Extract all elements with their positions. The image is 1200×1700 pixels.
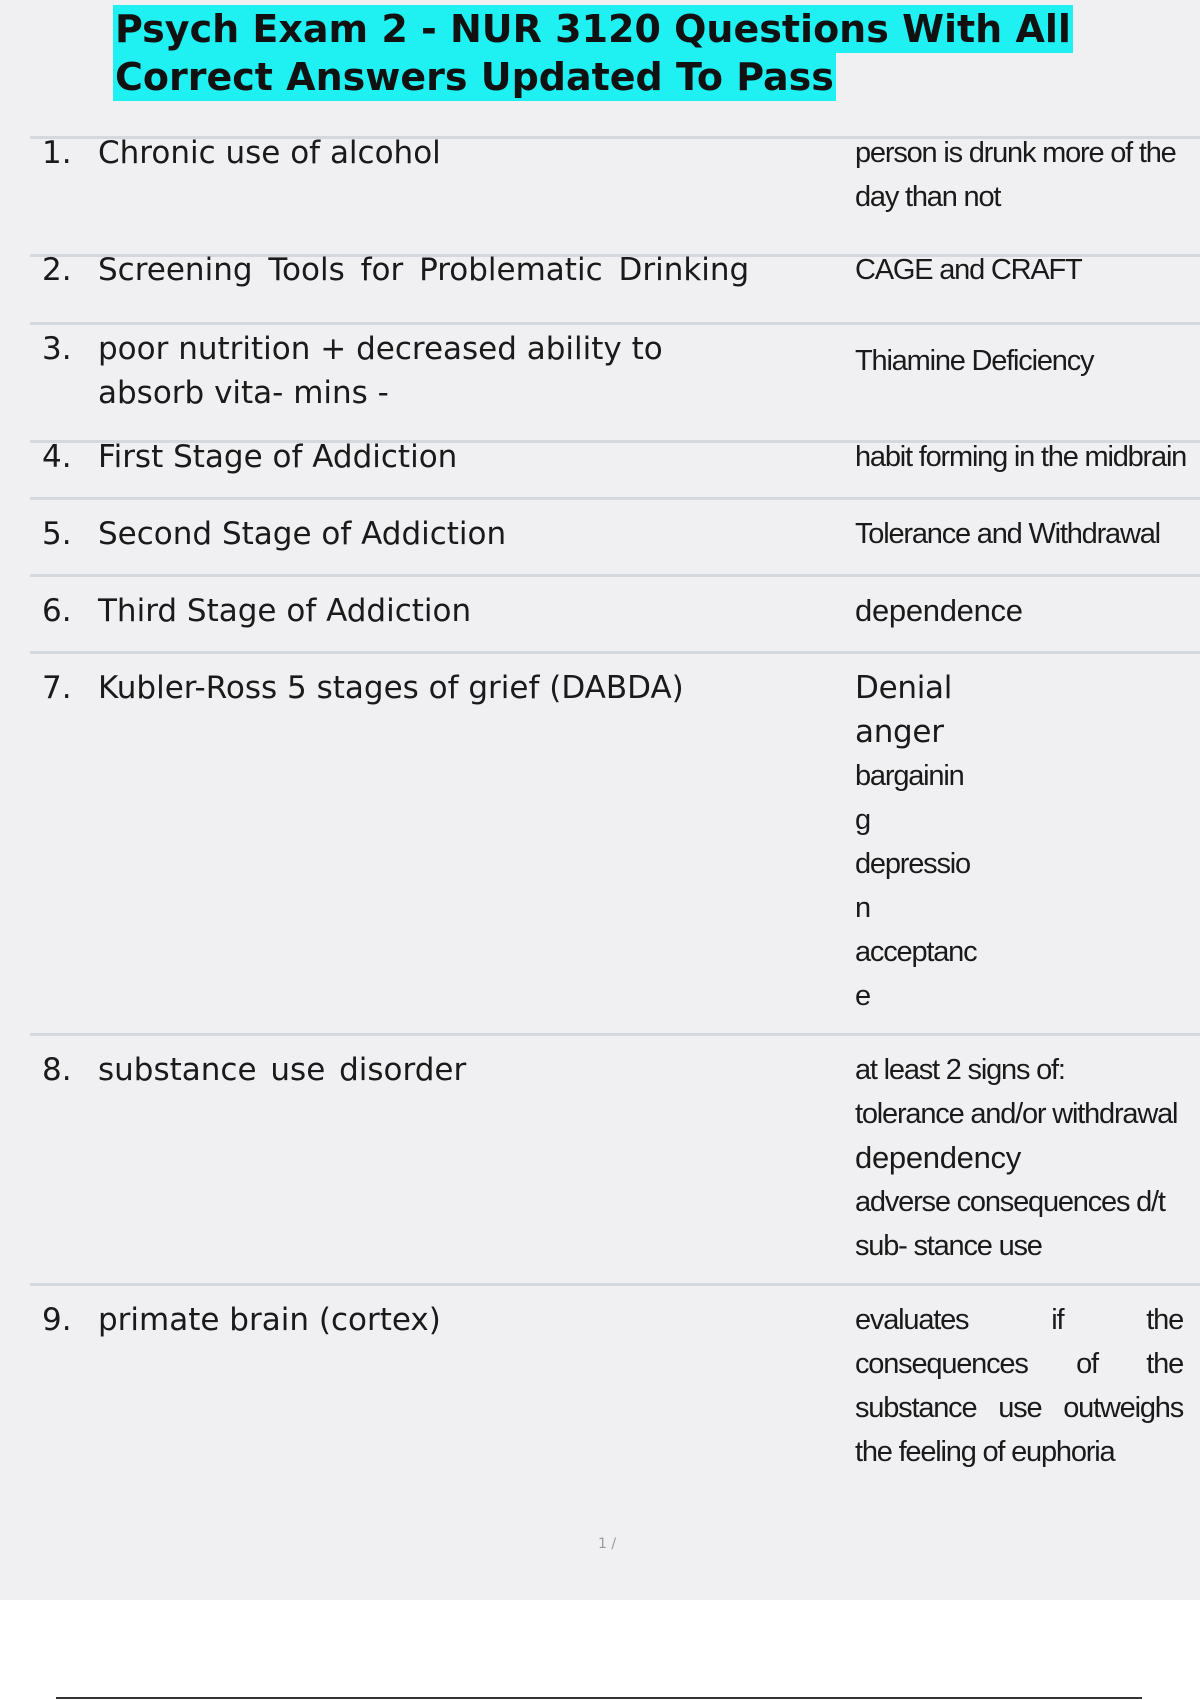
answer-line: e bbox=[855, 980, 870, 1012]
question-text: poor nutrition + decreased ability to absorb vita- mins - bbox=[98, 331, 663, 411]
question-text: primate brain (cortex) bbox=[98, 1302, 441, 1338]
answer-text bbox=[855, 339, 1185, 383]
answer-text bbox=[855, 435, 1185, 479]
answer-line: dependency bbox=[855, 1140, 1021, 1175]
qa-row-7 bbox=[30, 651, 1200, 1033]
answer-text bbox=[855, 589, 1185, 633]
qa-row-2 bbox=[30, 254, 1200, 322]
item-number: 3. bbox=[42, 331, 72, 367]
answer-line: anger bbox=[855, 714, 944, 750]
answer-line: Denial bbox=[855, 670, 953, 706]
answer-text bbox=[855, 512, 1185, 556]
title-line-1: Psych Exam 2 - NUR 3120 Questions With All bbox=[115, 7, 1071, 51]
answer-text bbox=[855, 1048, 1185, 1268]
question-answer-list bbox=[30, 136, 1200, 1483]
answer-line: n bbox=[855, 892, 870, 924]
question-text: Third Stage of Addiction bbox=[98, 593, 472, 629]
question-text: substance use disorder bbox=[98, 1052, 467, 1088]
answer-line: CAGE and CRAFT bbox=[855, 254, 1082, 286]
question-text: Chronic use of alcohol bbox=[98, 135, 441, 171]
qa-row-6 bbox=[30, 574, 1200, 651]
qa-row-8 bbox=[30, 1033, 1200, 1283]
qa-row-3 bbox=[30, 322, 1200, 440]
question-text: Second Stage of Addiction bbox=[98, 516, 507, 552]
answer-line: day than not bbox=[855, 181, 1001, 213]
answer-line: tolerance and/or withdrawal bbox=[855, 1098, 1178, 1130]
item-number: 9. bbox=[42, 1302, 72, 1338]
answer-line: depressio bbox=[855, 848, 970, 880]
item-number: 7. bbox=[42, 670, 72, 706]
item-number: 4. bbox=[42, 439, 72, 475]
answer-line: Thiamine Deficiency bbox=[855, 345, 1094, 377]
page-number: 1 / bbox=[598, 1536, 617, 1552]
answer-line: bargainin bbox=[855, 760, 964, 792]
qa-row-4 bbox=[30, 440, 1200, 497]
answer-line: acceptanc bbox=[855, 936, 977, 968]
document-title bbox=[113, 5, 1113, 101]
answer-line: g bbox=[855, 804, 870, 836]
answer-line: dependence bbox=[855, 593, 1023, 628]
answer-line: adverse consequences d/t bbox=[855, 1186, 1165, 1218]
answer-line: habit forming in the midbrain bbox=[855, 441, 1187, 473]
qa-row-5 bbox=[30, 497, 1200, 574]
answer-text bbox=[855, 131, 1185, 219]
answer-line: at least 2 signs of: bbox=[855, 1054, 1065, 1086]
question-text: Screening Tools for Problematic Drinking bbox=[98, 252, 750, 288]
answer-line: Tolerance and Withdrawal bbox=[855, 518, 1160, 550]
item-number: 5. bbox=[42, 516, 72, 552]
qa-row-1 bbox=[30, 136, 1200, 254]
item-number: 1. bbox=[42, 135, 72, 171]
item-number: 6. bbox=[42, 593, 72, 629]
answer-text bbox=[855, 248, 1185, 292]
question-text: Kubler-Ross 5 stages of grief (DABDA) bbox=[98, 670, 684, 706]
item-number: 2. bbox=[42, 252, 72, 288]
answer-line: sub- stance use bbox=[855, 1230, 1042, 1262]
title-line-2: Correct Answers Updated To Pass bbox=[115, 55, 834, 99]
answer-line: person is drunk more of the bbox=[855, 137, 1176, 169]
item-number: 8. bbox=[42, 1052, 72, 1088]
question-text: First Stage of Addiction bbox=[98, 439, 458, 475]
footer-divider bbox=[56, 1697, 1142, 1699]
answer-text bbox=[855, 666, 1185, 1018]
answer-text: evaluates if the consequences of the substance use outweighs the feeling of euphoria bbox=[855, 1304, 1183, 1468]
qa-row-9 bbox=[30, 1283, 1200, 1483]
